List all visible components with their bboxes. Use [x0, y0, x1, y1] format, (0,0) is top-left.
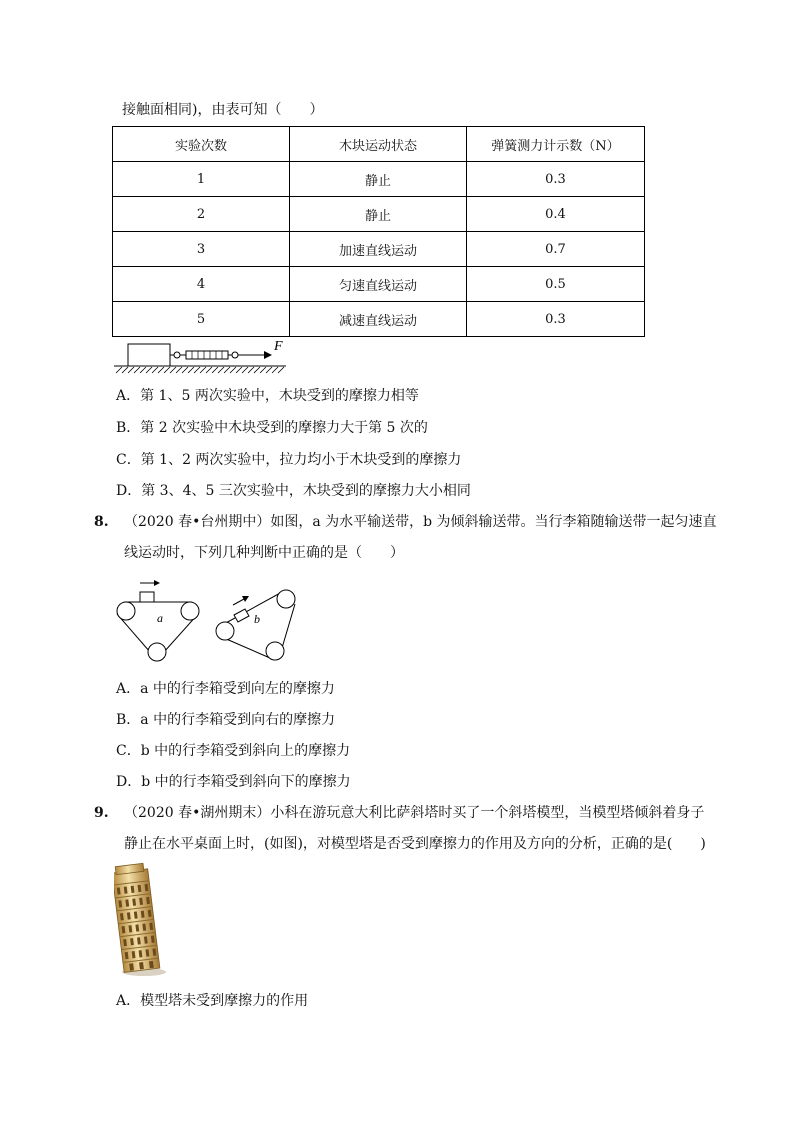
table-header-cell: 实验次数 — [113, 127, 290, 162]
q7-intro-tail: 接触面相同)，由表可知（ ） — [122, 102, 324, 118]
q8-stem-line2: 线运动时，下列几种判断中正确的是（ ） — [124, 545, 404, 561]
spring-scale — [170, 351, 238, 359]
table-cell: 5 — [113, 302, 290, 337]
wooden-block — [128, 344, 170, 366]
conveyor-belts-figure — [112, 574, 302, 666]
table-cell: 静止 — [290, 162, 467, 197]
table-cell: 0.5 — [467, 267, 645, 302]
table-row — [113, 197, 645, 232]
block-spring-scale-figure — [112, 338, 292, 376]
table-cell: 0.7 — [467, 232, 645, 267]
conveyor-a — [117, 592, 199, 661]
table-cell: 1 — [113, 162, 290, 197]
table-cell: 加速直线运动 — [290, 232, 467, 267]
q8-option-d: D．b 中的行李箱受到斜向下的摩擦力 — [116, 774, 351, 790]
force-arrow — [238, 351, 272, 359]
table-cell: 匀速直线运动 — [290, 267, 467, 302]
q7-option-c: C．第 1、2 两次实验中，拉力均小于木块受到的摩擦力 — [116, 452, 462, 468]
table-cell: 3 — [113, 232, 290, 267]
q8-number: 8. — [94, 514, 109, 530]
table-header-cell: 弹簧测力计示数（N） — [467, 127, 645, 162]
table-header-row — [113, 127, 645, 162]
q9-stem-line2: 静止在水平桌面上时，(如图)，对模型塔是否受到摩擦力的作用及方向的分析，正确的是( ) — [124, 836, 706, 852]
q9-stem-line1: （2020 春•湖州期末）小科在游玩意大利比萨斜塔时买了一个斜塔模型，当模型塔倾斜着身子 — [124, 805, 705, 821]
q7-option-a: A．第 1、5 两次实验中，木块受到的摩擦力相等 — [116, 388, 419, 404]
table-cell: 减速直线运动 — [290, 302, 467, 337]
force-label: F — [274, 339, 283, 354]
arrow-a — [140, 580, 160, 586]
table-cell: 0.3 — [467, 302, 645, 337]
q8-stem-line1: （2020 春•台州期中）如图，a 为水平输送带，b 为倾斜输送带。当行李箱随输送带一起匀速直 — [124, 514, 717, 530]
ground-hatch — [114, 366, 286, 373]
table-row — [113, 267, 645, 302]
leaning-tower-model-image — [114, 862, 174, 978]
q7-option-d: D．第 3、4、5 三次实验中，木块受到的摩擦力大小相同 — [116, 483, 471, 499]
table-row — [113, 232, 645, 267]
table-row — [113, 162, 645, 197]
q8-option-a: A．a 中的行李箱受到向左的摩擦力 — [116, 681, 335, 697]
tower-body — [114, 863, 160, 973]
q7-option-b: B．第 2 次实验中木块受到的摩擦力大于第 5 次的 — [116, 420, 428, 436]
q8-option-c: C．b 中的行李箱受到斜向上的摩擦力 — [116, 743, 351, 759]
q9-number: 9. — [94, 805, 109, 821]
label-b: b — [254, 612, 260, 626]
table-header-cell: 木块运动状态 — [290, 127, 467, 162]
experiment-table — [112, 126, 645, 337]
table-row — [113, 302, 645, 337]
q9-option-a: A．模型塔未受到摩擦力的作用 — [116, 993, 309, 1009]
table-cell: 静止 — [290, 197, 467, 232]
arrow-b — [233, 596, 249, 605]
label-a: a — [157, 611, 163, 625]
q8-option-b: B．a 中的行李箱受到向右的摩擦力 — [116, 712, 336, 728]
table-cell: 2 — [113, 197, 290, 232]
table-cell: 4 — [113, 267, 290, 302]
table-cell: 0.3 — [467, 162, 645, 197]
table-cell: 0.4 — [467, 197, 645, 232]
